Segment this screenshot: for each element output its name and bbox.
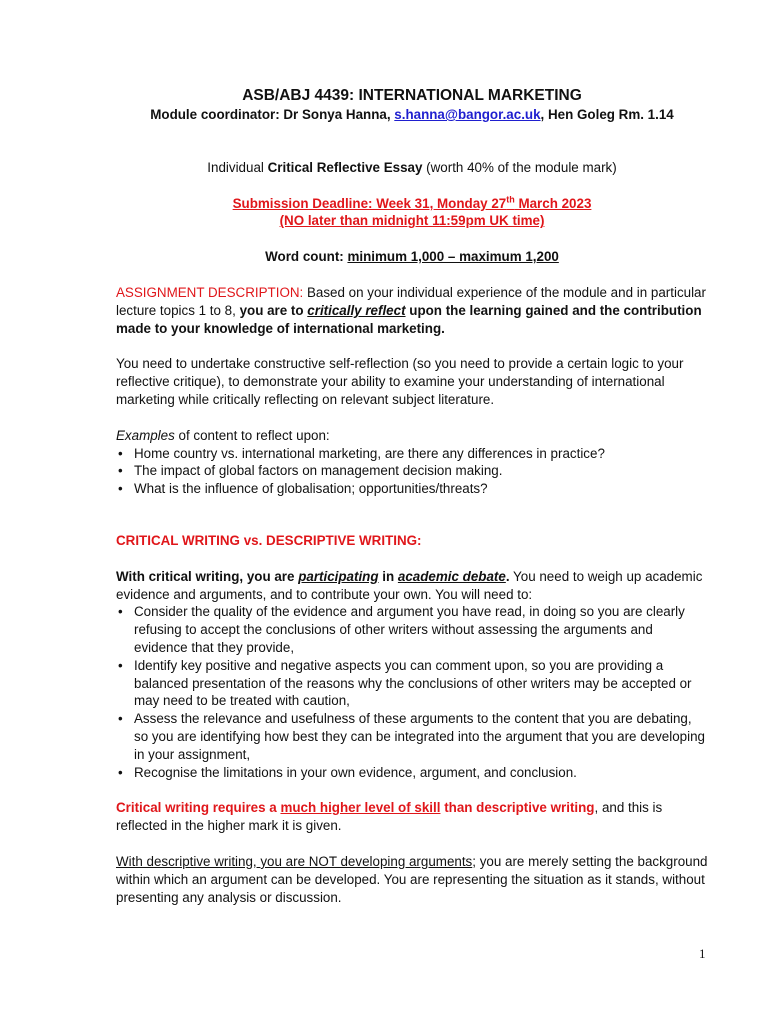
assignment-description: ASSIGNMENT DESCRIPTION: Based on your individual experience of the module and in particular lecture topics 1 to 8, you are to critically reflect upon the learning gained and the contribution made to your knowledge of international marketing.: [116, 284, 706, 336]
critical-writing-paragraph: With critical writing, you are participating in academic debate. You need to weigh up academic evidence and arguments, and to contribute your own. You will need to:: [116, 568, 703, 602]
list-item: • Home country vs. international marketing, are there any differences in practice?: [116, 445, 708, 463]
list-item: • Identify key positive and negative aspects you can comment upon, so you are providing a balanced presentation of the reasons why the conclusions of other writers may be accepted or may need to be treated with caution,: [116, 657, 708, 710]
list-item: • What is the influence of globalisation; opportunities/threats?: [116, 480, 708, 498]
list-item: • The impact of global factors on management decision making.: [116, 462, 708, 480]
list-item: • Recognise the limitations in your own evidence, argument, and conclusion.: [116, 764, 708, 782]
page-number: 1: [699, 946, 706, 961]
essay-type: Critical Reflective Essay: [267, 159, 423, 175]
skill-paragraph: Critical writing requires a much higher level of skill than descriptive writing, and this is reflected in the higher mark it is given.: [116, 800, 663, 834]
word-count: Word count: minimum 1,000 – maximum 1,200: [265, 249, 559, 265]
submission-deadline: Submission Deadline: Week 31, Monday 27th March 2023: [232, 194, 592, 211]
deadline-time: (NO later than midnight 11:59pm UK time): [279, 213, 545, 229]
examples-list: [116, 445, 708, 498]
assignment-heading: ASSIGNMENT DESCRIPTION:: [116, 284, 304, 300]
section-heading: CRITICAL WRITING vs. DESCRIPTIVE WRITING:: [116, 532, 422, 548]
essay-type-line: Individual Critical Reflective Essay (worth 40% of the module mark): [207, 159, 617, 175]
coordinator-room: , Hen Goleg Rm. 1.14: [540, 107, 674, 122]
descriptive-writing-paragraph: With descriptive writing, you are NOT developing arguments; you are merely setting the background within which an argument can be developed. You are representing the situation as it stands, without presenting any analysis or discussion.: [116, 853, 708, 905]
module-coordinator-line: [116, 106, 708, 124]
coordinator-name: Module coordinator: Dr Sonya Hanna,: [150, 107, 391, 122]
examples-intro: Examples of content to reflect upon:: [116, 427, 330, 443]
word-count-range: minimum 1,000 – maximum 1,200: [347, 249, 559, 265]
critical-writing-list: [116, 603, 708, 781]
document-page: [116, 86, 708, 906]
list-item: • Consider the quality of the evidence and argument you have read, in doing so you are clearly refusing to accept the conclusions of other writers without assessing the arguments and evidence that they provide,: [116, 603, 708, 656]
reflection-paragraph: You need to undertake constructive self-reflection (so you need to provide a certain logic to your reflective critique), to demonstrate your ability to examine your understanding of international marketing while critically reflecting on relevant subject literature.: [116, 356, 684, 407]
document-title: ASB/ABJ 4439: INTERNATIONAL MARKETING: [242, 87, 582, 104]
coordinator-email-link[interactable]: s.hanna@bangor.ac.uk: [394, 107, 541, 122]
list-item: • Assess the relevance and usefulness of these arguments to the content that you are debating, so you are identifying how best they can be integrated into the argument that you are developing in your assignment,: [116, 710, 708, 763]
